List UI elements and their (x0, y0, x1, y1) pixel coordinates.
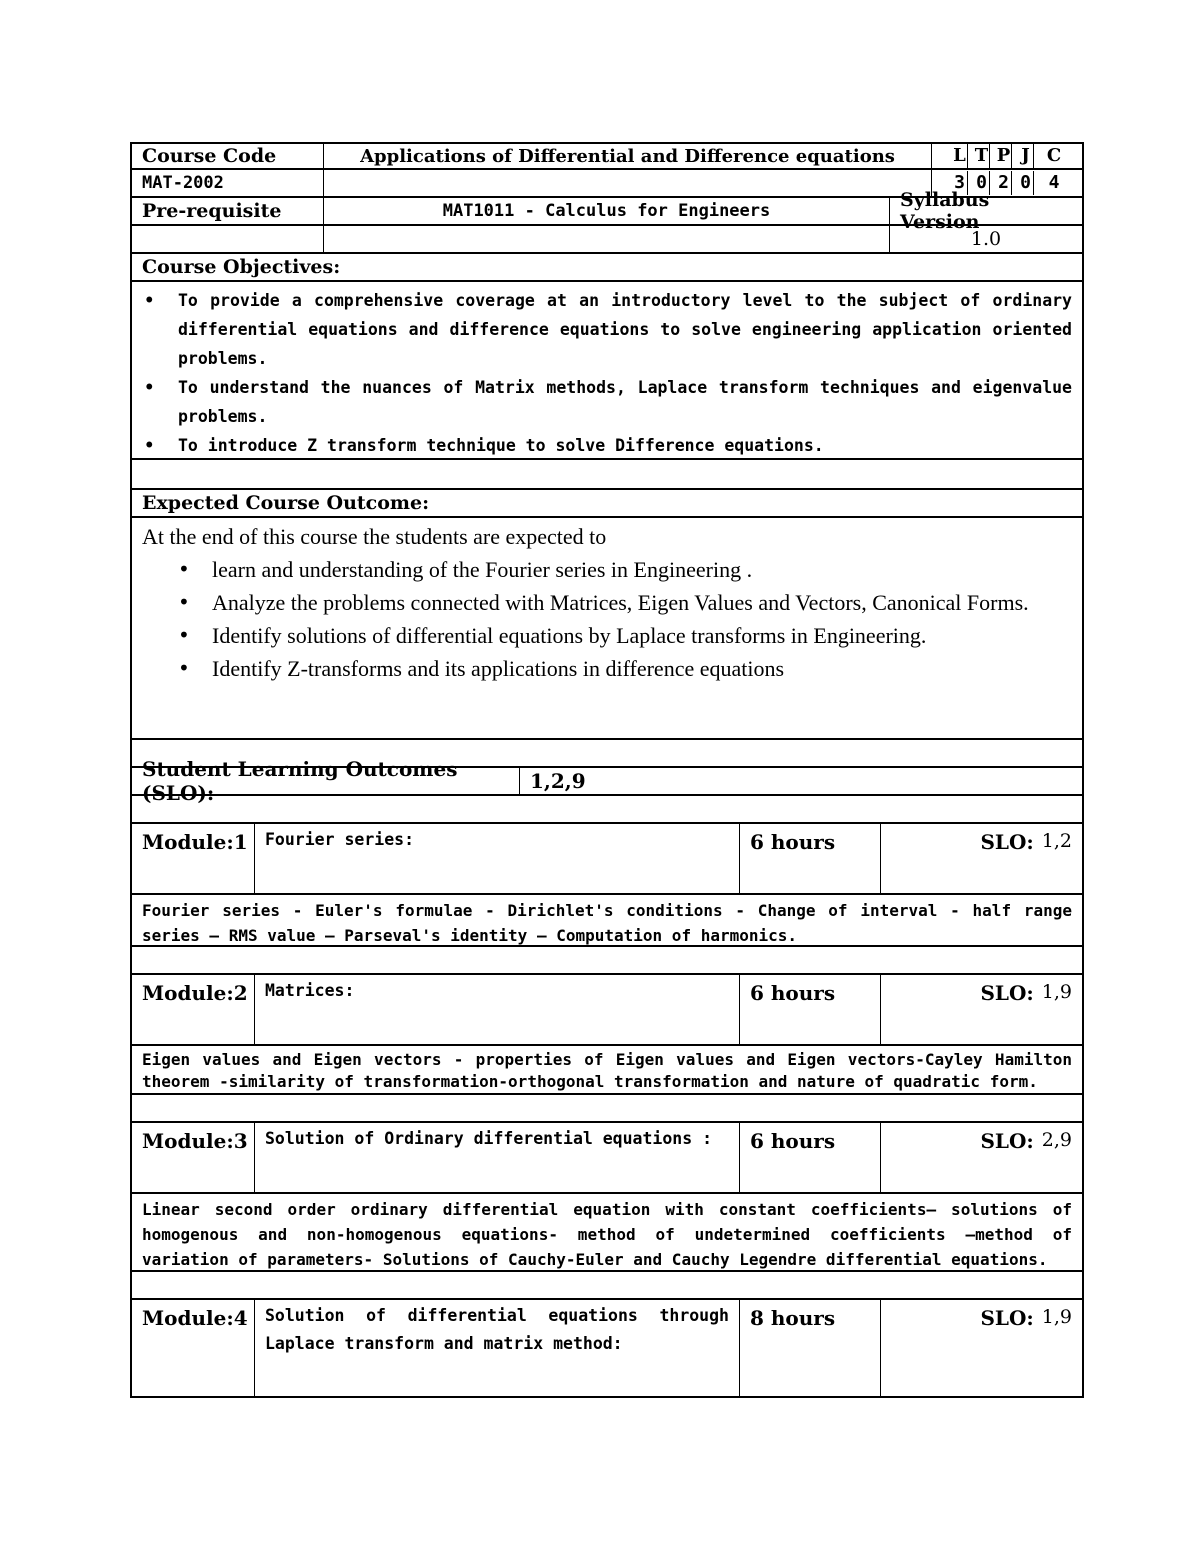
module-title: Solution of differential equations through Laplace transform and matrix method: (255, 1300, 740, 1396)
course-title: Applications of Differential and Difference equations (324, 144, 932, 168)
module-row (130, 975, 1084, 1046)
module-slo (881, 975, 1082, 1044)
objectives-title: Course Objectives: (142, 256, 341, 278)
module-slo-value: 1,2 (1041, 830, 1072, 852)
empty-cell (324, 226, 890, 252)
module-slo-label: SLO: (980, 830, 1034, 854)
prereq-value: MAT1011 - Calculus for Engineers (324, 198, 890, 224)
course-code: MAT-2002 (132, 170, 324, 196)
module-title: Matrices: (255, 975, 740, 1044)
module-slo (881, 1300, 1082, 1396)
module-label: Module:1 (132, 824, 255, 893)
slo-label: Student Learning Outcomes (SLO): (132, 768, 520, 794)
header-row (130, 142, 1084, 170)
module-description (130, 1046, 1084, 1095)
module-slo-label: SLO: (980, 1306, 1034, 1330)
module-slo-value: 2,9 (1041, 1129, 1072, 1151)
module-title: Fourier series: (255, 824, 740, 893)
module-hours: 6 hours (740, 975, 881, 1044)
module-label: Module:4 (132, 1300, 255, 1396)
module-slo-value: 1,9 (1041, 981, 1072, 1003)
ltpjc-label-l: L (952, 144, 968, 168)
module-row (130, 824, 1084, 895)
module-slo (881, 824, 1082, 893)
module-slo-label: SLO: (980, 981, 1034, 1005)
module-description (130, 1194, 1084, 1272)
spacer-row (130, 460, 1084, 490)
objectives-title-row (130, 254, 1084, 282)
module-description-text: Fourier series - Euler's formulae - Dirichlet's conditions - Change of interval - half range series – RMS value – Parseval's identity – Computation of harmonics. (142, 901, 1072, 945)
objectives-list (132, 282, 1082, 464)
module-label: Module:3 (132, 1123, 255, 1192)
slo-row (130, 757, 1084, 805)
module-hours: 6 hours (740, 1123, 881, 1192)
module-hours: 8 hours (740, 1300, 881, 1396)
spacer-row (130, 1272, 1084, 1300)
ltpjc-label-c: C (1046, 145, 1062, 166)
module-hours: 6 hours (740, 824, 881, 893)
ltpjc-label-t: T (974, 145, 989, 166)
ltpjc-value-j: 0 (1018, 171, 1034, 195)
empty-cell (132, 226, 324, 252)
objectives-block (130, 282, 1084, 460)
syllabus-table (130, 142, 1084, 1398)
module-slo-label: SLO: (980, 1129, 1034, 1153)
module-description-text: Eigen values and Eigen vectors - properties of Eigen values and Eigen vectors-Cayley Hamilton theorem -similarity of transformation-orthogonal transformation and nature of quadratic form. (142, 1050, 1072, 1091)
ltpjc-label-p: P (996, 145, 1011, 166)
prereq-label: Pre-requisite (132, 198, 324, 224)
outcome-item: • learn and understanding of the Fourier series in Engineering . (176, 553, 1072, 586)
outcome-item: • Analyze the problems connected with Matrices, Eigen Values and Vectors, Canonical Forms. (176, 586, 1072, 619)
outcomes-block (130, 518, 1084, 740)
ltpjc-value-t: 0 (974, 171, 990, 195)
slo-value: 1,2,9 (530, 769, 586, 793)
module-description-text: Linear second order ordinary differential equation with constant coefficients– solutions of homogenous and non-homogenous equations- method of undetermined coefficients –method of variation of parameters- Solutions of Cauchy-Euler and Cauchy Legendre differential equations. (142, 1200, 1072, 1269)
syllabus-version-label: Syllabus Version (900, 189, 990, 233)
module-slo-value: 1,9 (1041, 1306, 1072, 1328)
course-code-label: Course Code (132, 144, 324, 168)
module-description (130, 895, 1084, 947)
spacer-row (130, 947, 1084, 975)
version-row (130, 226, 1084, 254)
outcomes-title-row (130, 490, 1084, 518)
ltpjc-value-p: 2 (996, 171, 1012, 195)
outcomes-intro: At the end of this course the students are expected to (142, 524, 607, 549)
outcome-item: • Identify Z-transforms and its applications in difference equations (176, 652, 1072, 685)
ltpjc-labels (932, 144, 1082, 168)
prereq-row (130, 189, 1084, 233)
module-row (130, 1300, 1084, 1398)
module-row (130, 1123, 1084, 1194)
ltpjc-label-j: J (1018, 144, 1034, 168)
module-title: Solution of Ordinary differential equations : (255, 1123, 740, 1192)
module-slo (881, 1123, 1082, 1192)
empty-cell (324, 170, 932, 196)
outcome-item: • Identify solutions of differential equations by Laplace transforms in Engineering. (176, 619, 1072, 652)
outcomes-list (142, 553, 1072, 685)
ltpjc-value-c: 4 (1048, 172, 1060, 193)
outcomes-title: Expected Course Outcome: (142, 492, 430, 514)
objective-item: • To provide a comprehensive coverage at an introductory level to the subject of ordinary differential equations and difference equations to solve engineering application oriented problems. (144, 286, 1072, 373)
ltpjc-value-l: 3 (952, 171, 968, 195)
objective-item: • To understand the nuances of Matrix methods, Laplace transform techniques and eigenvalue problems. (144, 373, 1072, 431)
syllabus-version: 1.0 (970, 228, 1002, 250)
objective-item: • To introduce Z transform technique to solve Difference equations. (144, 431, 1072, 460)
module-label: Module:2 (132, 975, 255, 1044)
spacer-row (130, 1095, 1084, 1123)
